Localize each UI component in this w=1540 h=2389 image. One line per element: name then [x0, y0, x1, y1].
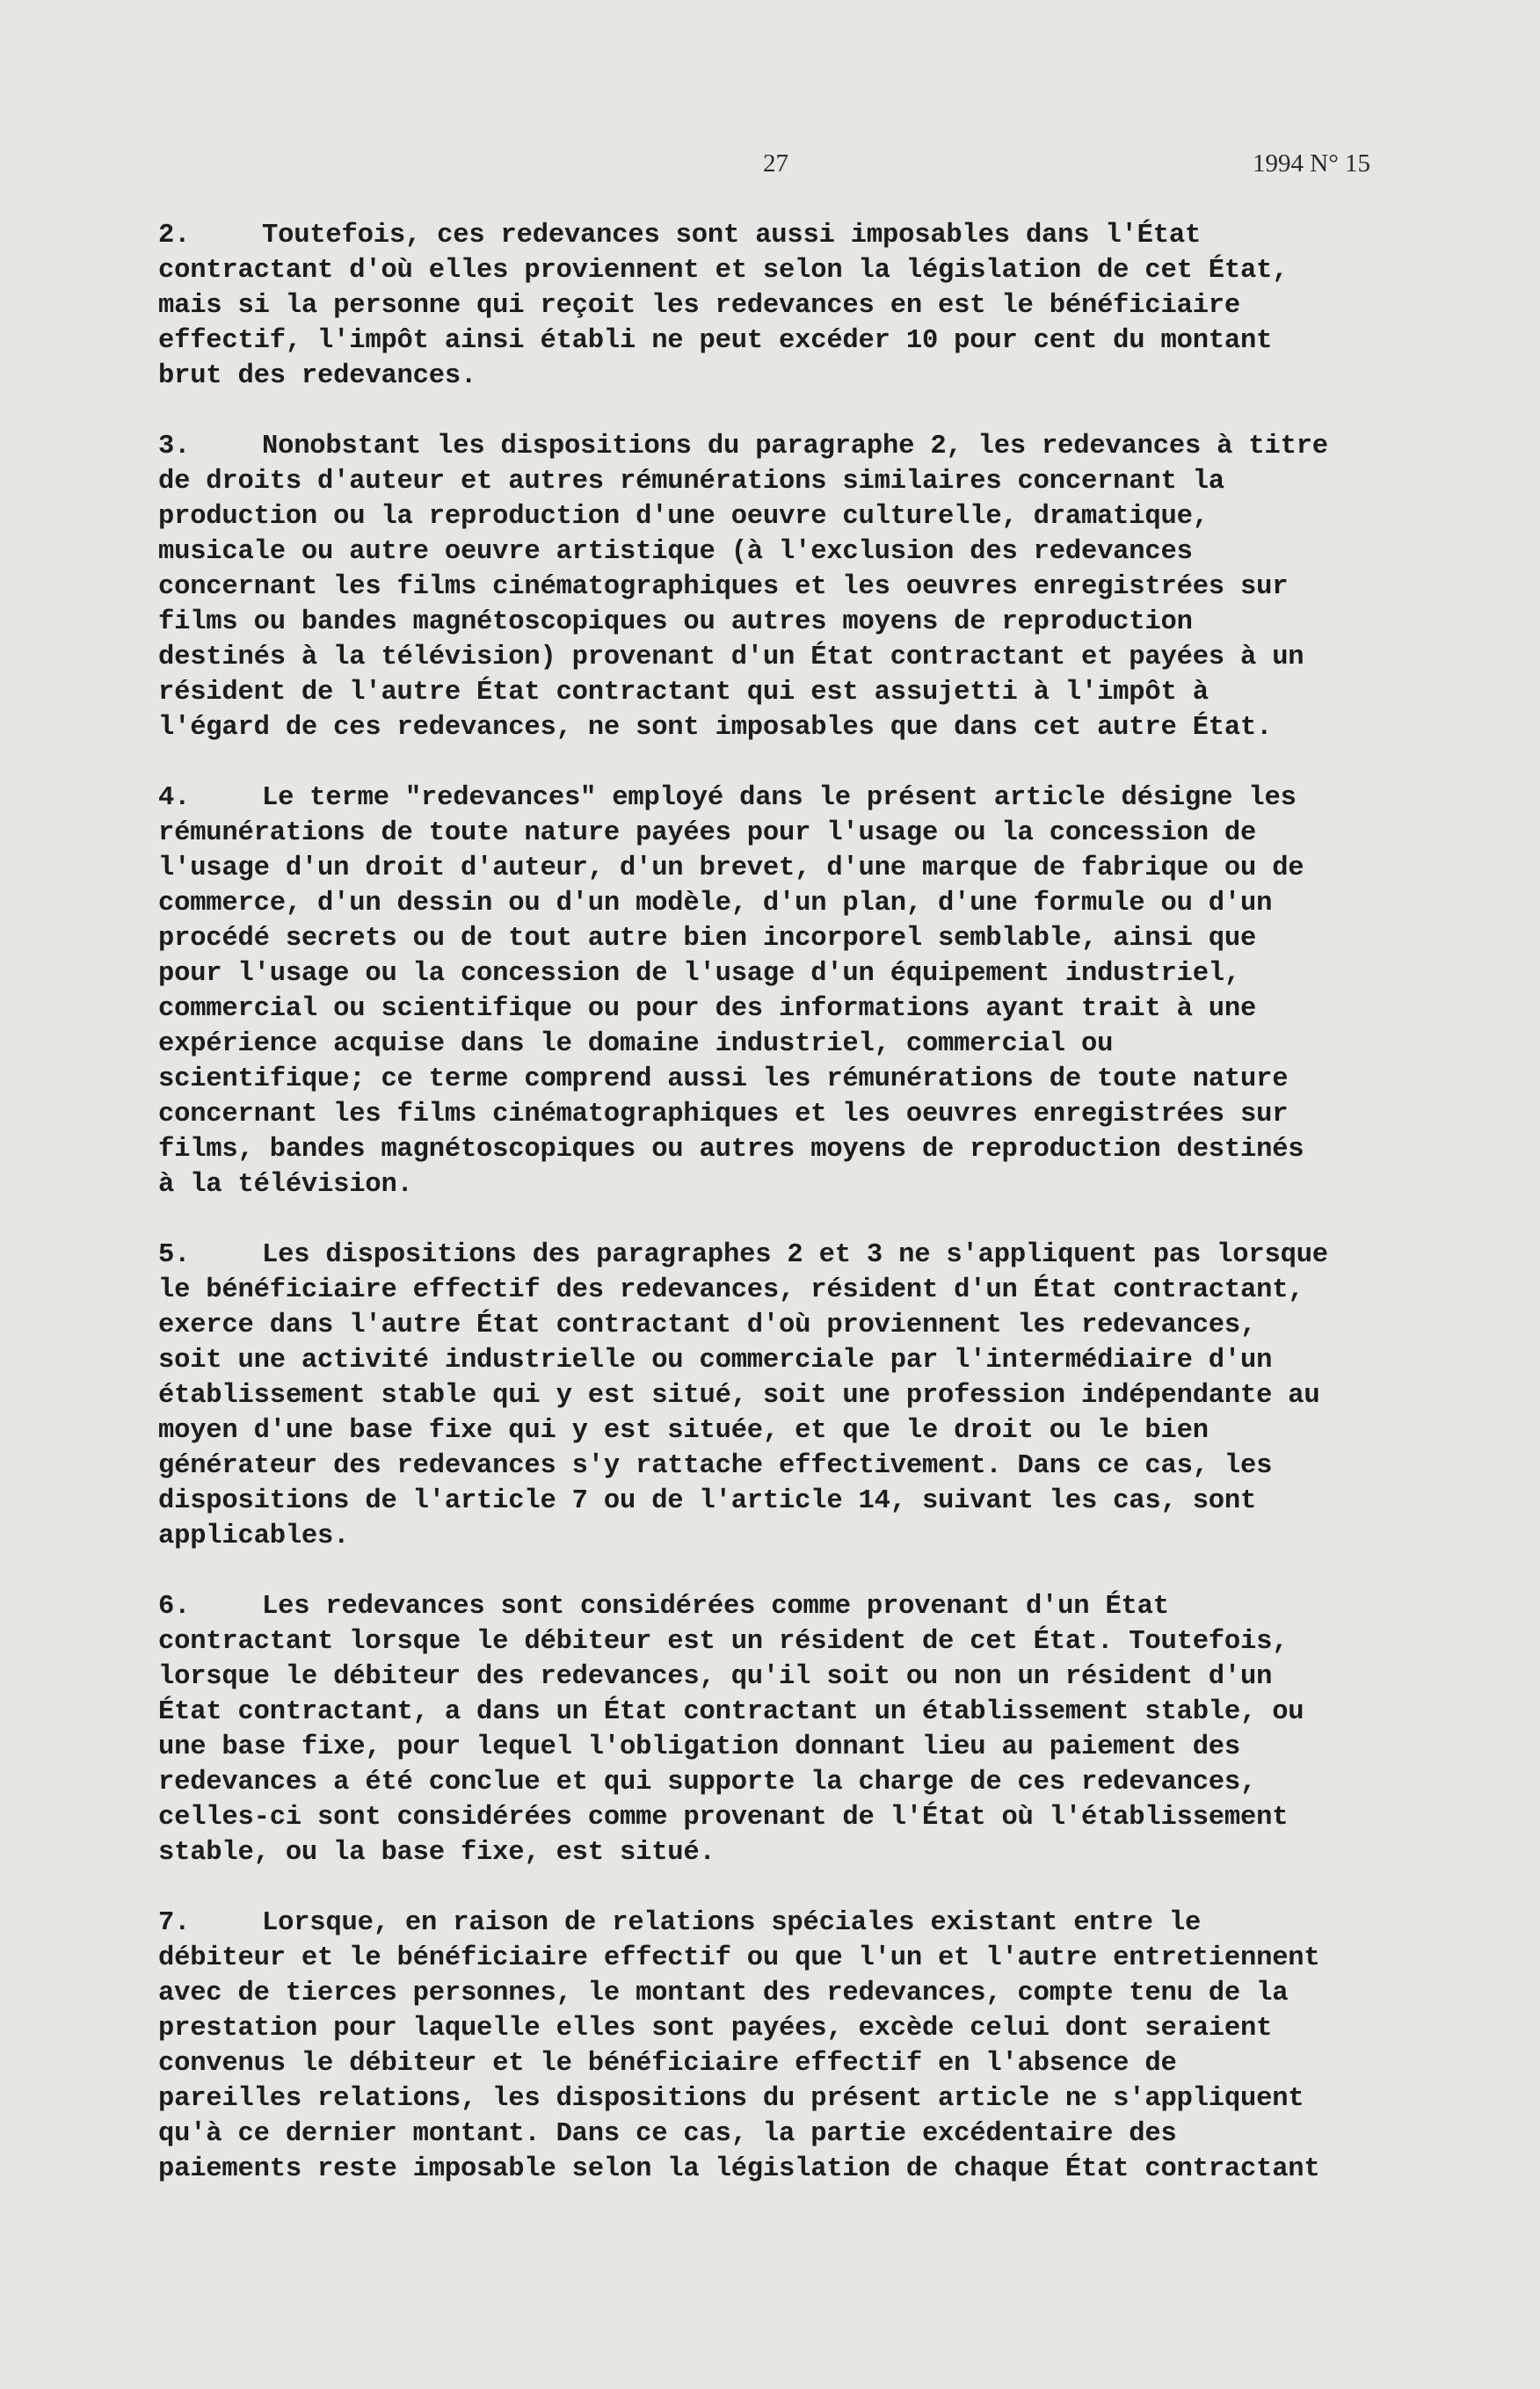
paragraph-number: 6. — [158, 1592, 191, 1622]
text-line: soit une activité industrielle ou commerciale par l'intermédiaire d'un — [158, 1346, 1273, 1376]
text-line: à la télévision. — [158, 1170, 413, 1200]
text-line: production ou la reproduction d'une oeuvre culturelle, dramatique, — [158, 502, 1209, 532]
text-line: avec de tierces personnes, le montant des redevances, compte tenu de la — [158, 1979, 1289, 2008]
text-line: destinés à la télévision) provenant d'un État contractant et payées à un — [158, 643, 1304, 672]
text-line: de droits d'auteur et autres rémunérations similaires concernant la — [158, 467, 1224, 497]
text-line: lorsque le débiteur des redevances, qu'il soit ou non un résident d'un — [158, 1662, 1273, 1692]
page-number: 27 — [763, 149, 788, 178]
text-line: Le terme "redevances" employé dans le présent article désigne les — [262, 783, 1297, 813]
paragraph-number: 2. — [158, 221, 191, 251]
text-line: Toutefois, ces redevances sont aussi imposables dans l'État — [262, 221, 1202, 251]
text-line: Les redevances sont considérées comme provenant d'un État — [262, 1592, 1169, 1622]
paragraph-6 — [158, 1589, 1406, 1870]
paragraph-4 — [158, 781, 1406, 1202]
text-line: pareilles relations, les dispositions du présent article ne s'appliquent — [158, 2084, 1304, 2114]
text-line: l'usage d'un droit d'auteur, d'un brevet, d'une marque de fabrique ou de — [158, 853, 1304, 883]
text-line: commercial ou scientifique ou pour des informations ayant trait à une — [158, 994, 1257, 1024]
text-line: musicale ou autre oeuvre artistique (à l'exclusion des redevances — [158, 537, 1193, 567]
paragraph-5 — [158, 1238, 1406, 1554]
text-line: le bénéficiaire effectif des redevances, résident d'un État contractant, — [158, 1275, 1304, 1305]
text-line: stable, ou la base fixe, est situé. — [158, 1838, 716, 1868]
text-line: une base fixe, pour lequel l'obligation donnant lieu au paiement des — [158, 1732, 1241, 1762]
text-line: Les dispositions des paragraphes 2 et 3 ne s'appliquent pas lorsque — [262, 1240, 1328, 1270]
text-line: pour l'usage ou la concession de l'usage d'un équipement industriel, — [158, 959, 1241, 989]
text-line: résident de l'autre État contractant qui est assujetti à l'impôt à — [158, 678, 1209, 708]
text-line: prestation pour laquelle elles sont payées, excède celui dont seraient — [158, 2014, 1273, 2044]
text-line: celles-ci sont considérées comme provenant de l'État où l'établissement — [158, 1803, 1289, 1833]
text-line: concernant les films cinématographiques et les oeuvres enregistrées sur — [158, 572, 1289, 602]
paragraph-number: 4. — [158, 783, 191, 813]
text-line: contractant lorsque le débiteur est un résident de cet État. Toutefois, — [158, 1627, 1289, 1657]
text-line: paiements reste imposable selon la législation de chaque État contractant — [158, 2154, 1320, 2184]
text-line: dispositions de l'article 7 ou de l'article 14, suivant les cas, sont — [158, 1486, 1257, 1516]
text-line: expérience acquise dans le domaine industriel, commercial ou — [158, 1029, 1114, 1059]
text-line: concernant les films cinématographiques et les oeuvres enregistrées sur — [158, 1100, 1289, 1129]
text-line: l'égard de ces redevances, ne sont imposables que dans cet autre État. — [158, 713, 1273, 743]
issue-number: 1994 N° 15 — [1253, 149, 1371, 178]
text-line: redevances a été conclue et qui supporte la charge de ces redevances, — [158, 1768, 1257, 1797]
text-line: État contractant, a dans un État contractant un établissement stable, ou — [158, 1697, 1304, 1727]
text-line: exerce dans l'autre État contractant d'où proviennent les redevances, — [158, 1311, 1257, 1340]
paragraph-7 — [158, 1906, 1406, 2187]
text-line: commerce, d'un dessin ou d'un modèle, d'un plan, d'une formule ou d'un — [158, 889, 1273, 919]
text-line: rémunérations de toute nature payées pour l'usage ou la concession de — [158, 818, 1257, 848]
paragraph-3 — [158, 429, 1406, 745]
paragraph-number: 7. — [158, 1908, 191, 1938]
text-line: brut des redevances. — [158, 361, 477, 391]
text-line: scientifique; ce terme comprend aussi les rémunérations de toute nature — [158, 1064, 1289, 1094]
text-line: générateur des redevances s'y rattache effectivement. Dans ce cas, les — [158, 1451, 1273, 1481]
text-line: films, bandes magnétoscopiques ou autres moyens de reproduction destinés — [158, 1135, 1304, 1165]
text-line: mais si la personne qui reçoit les redevances en est le bénéficiaire — [158, 291, 1241, 321]
text-line: films ou bandes magnétoscopiques ou autres moyens de reproduction — [158, 607, 1193, 637]
page-header — [0, 149, 1540, 185]
text-line: qu'à ce dernier montant. Dans ce cas, la partie excédentaire des — [158, 2119, 1177, 2149]
paragraph-number: 5. — [158, 1240, 191, 1270]
text-line: convenus le débiteur et le bénéficiaire effectif en l'absence de — [158, 2049, 1177, 2079]
text-line: procédé secrets ou de tout autre bien incorporel semblable, ainsi que — [158, 924, 1257, 954]
text-line: établissement stable qui y est situé, soit une profession indépendante au — [158, 1381, 1320, 1411]
paragraph-2 — [158, 218, 1406, 394]
text-line: applicables. — [158, 1521, 350, 1551]
text-line: moyen d'une base fixe qui y est située, et que le droit ou le bien — [158, 1416, 1209, 1446]
text-line: contractant d'où elles proviennent et selon la législation de cet État, — [158, 256, 1289, 286]
paragraph-number: 3. — [158, 432, 191, 461]
text-line: effectif, l'impôt ainsi établi ne peut excéder 10 pour cent du montant — [158, 326, 1273, 356]
text-line: débiteur et le bénéficiaire effectif ou que l'un et l'autre entretiennent — [158, 1943, 1320, 1973]
text-line: Lorsque, en raison de relations spéciales existant entre le — [262, 1908, 1202, 1938]
article-body — [158, 218, 1406, 2222]
text-line: Nonobstant les dispositions du paragraphe 2, les redevances à titre — [262, 432, 1328, 461]
